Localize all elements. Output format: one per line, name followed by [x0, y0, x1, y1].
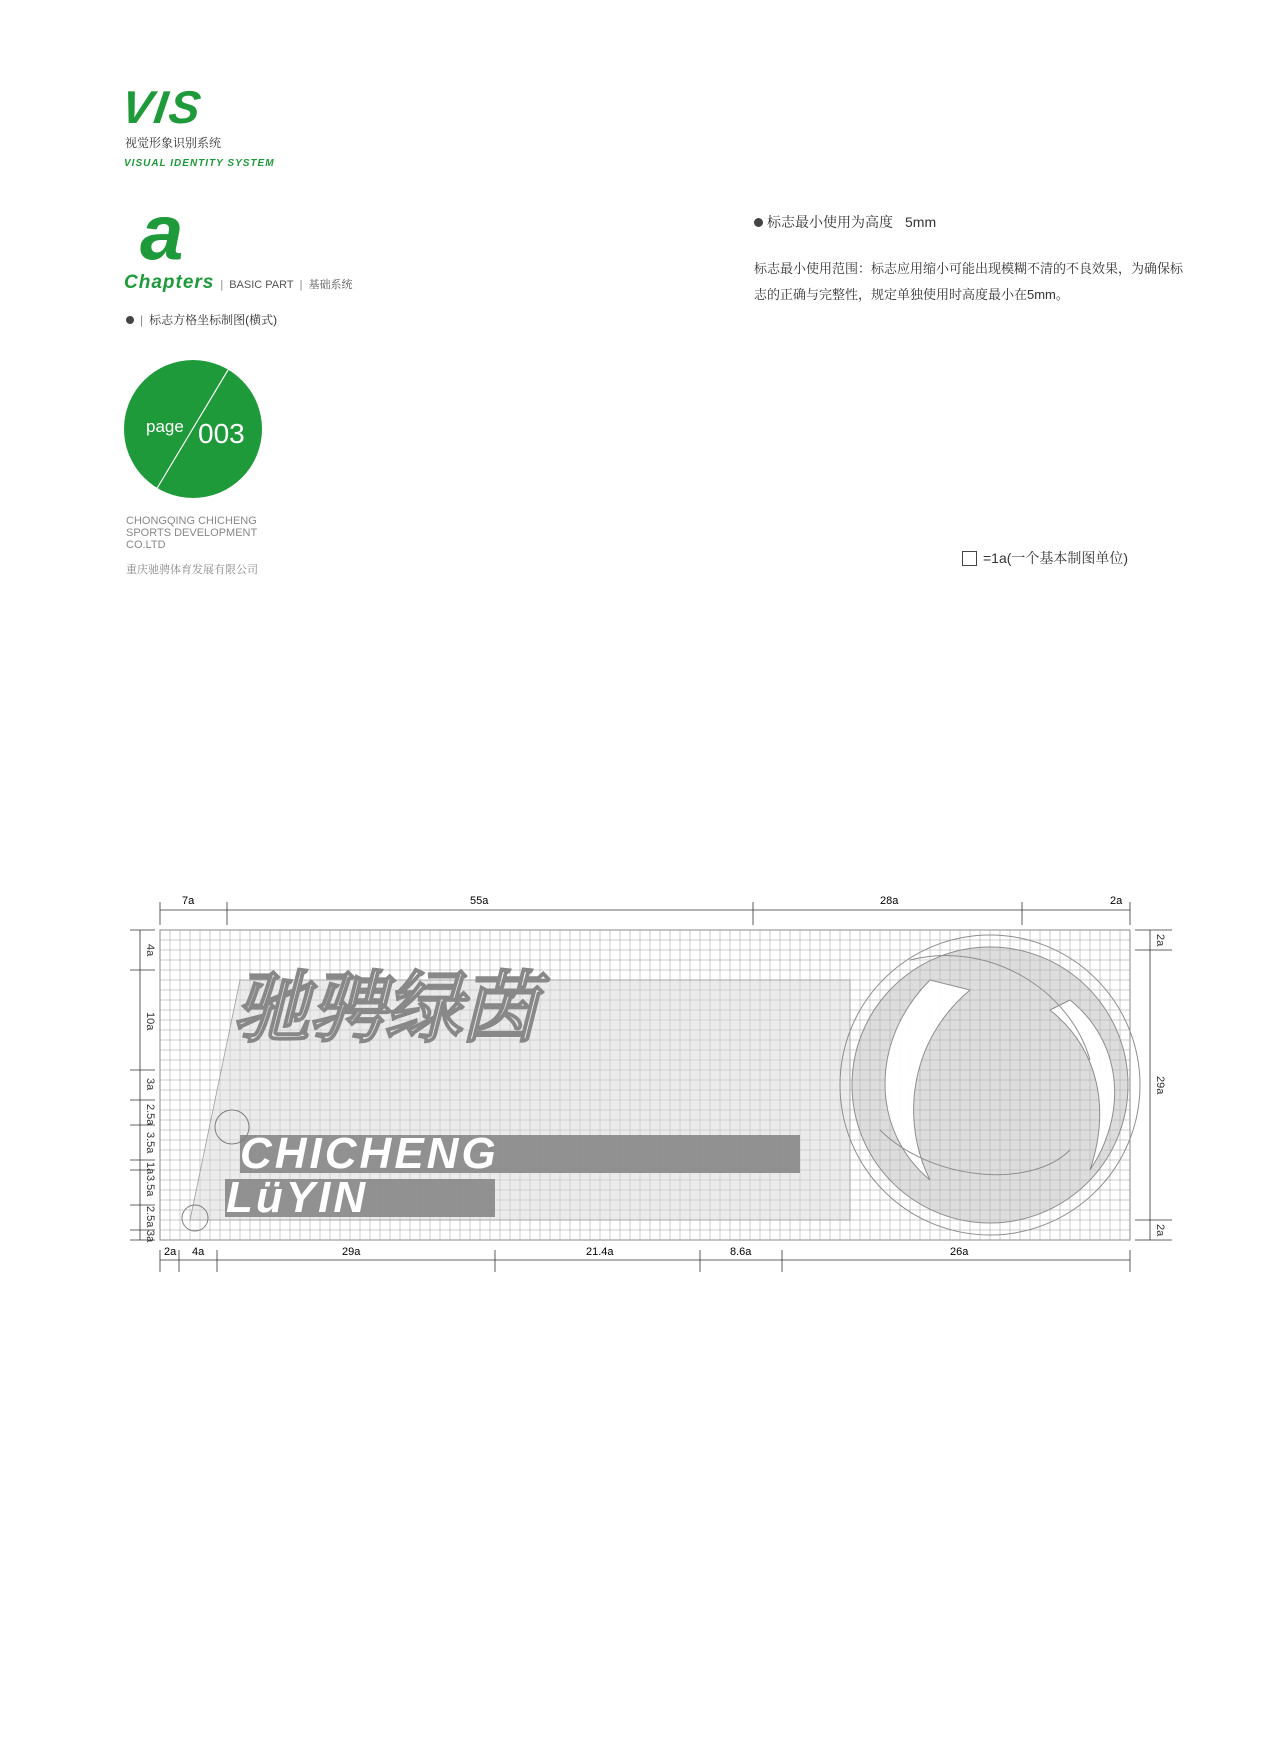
part-en: BASIC PART [229, 279, 294, 291]
dimension-bottom [160, 1250, 1130, 1272]
grid-unit-legend [962, 548, 1128, 568]
dim-top-label: 28a [880, 895, 899, 907]
dim-right-label: 29a [1154, 1076, 1166, 1095]
dim-left-label: 3.5a [144, 1132, 156, 1154]
separator: | [299, 279, 303, 291]
separator: | [220, 279, 224, 291]
page-number: 003 [198, 418, 245, 449]
dim-top-label: 55a [470, 895, 489, 907]
dim-left-label: 2.5a [144, 1104, 156, 1126]
company-name-cn: 重庆驰骋体育发展有限公司 [126, 564, 258, 576]
dim-top-label: 7a [182, 895, 195, 907]
logo-grid-diagram [110, 880, 1180, 1330]
dim-left-label: 3.5a [144, 1175, 156, 1197]
dim-bottom-label: 29a [342, 1246, 361, 1258]
dim-bottom-label: 26a [950, 1246, 969, 1258]
vis-subtitle-cn: 视觉形象识别系统 [125, 136, 222, 150]
chapter-row [124, 272, 352, 294]
part-cn: 基础系统 [308, 279, 353, 291]
page-number-badge [124, 360, 262, 498]
dim-left-label: 3a [144, 1230, 156, 1243]
company-name-en: CHONGQING CHICHENG SPORTS DEVELOPMENT CO.LTD [126, 515, 258, 551]
separator: | [140, 312, 144, 327]
grid-unit-icon [962, 551, 977, 566]
section-title-row [126, 311, 277, 328]
page-label: page [146, 417, 184, 436]
min-size-title [754, 212, 936, 232]
dim-left-label: 2.5a [144, 1206, 156, 1228]
section-title: 标志方格坐标制图(横式) [149, 313, 278, 327]
logo-chinese-text: 驰骋绿茵 [232, 964, 537, 1052]
dim-left-label: 10a [144, 1012, 156, 1031]
bullet-icon [126, 316, 134, 324]
dim-bottom-label: 8.6a [730, 1246, 752, 1258]
dim-top-label: 2a [1110, 895, 1123, 907]
chapter-letter: a [140, 188, 184, 276]
dim-right-label: 2a [1154, 1224, 1166, 1237]
dim-left-label: 3a [144, 1078, 156, 1091]
min-size-value: 5mm [905, 214, 937, 230]
legend-text: =1a(一个基本制图单位) [983, 550, 1129, 566]
dim-right-label: 2a [1154, 934, 1166, 947]
dimension-top [160, 902, 1130, 925]
chapter-word: Chapters [124, 272, 215, 293]
vis-subtitle-en: VISUAL IDENTITY SYSTEM [124, 158, 275, 169]
dim-left-label: 1a [144, 1162, 156, 1175]
dim-bottom-label: 4a [192, 1246, 205, 1258]
min-size-description: 标志最小使用范围：标志应用缩小可能出现模糊不清的不良效果，为确保标志的正确与完整性，规定单独使用时高度最小在5mm。 [754, 261, 1184, 302]
min-size-label: 标志最小使用为高度 [767, 214, 893, 230]
vis-title: VIS [118, 81, 206, 133]
logo-english-line1: CHICHENG [240, 1129, 499, 1178]
logo-english-line2: LüYIN [226, 1173, 369, 1222]
bullet-icon [754, 218, 763, 227]
dim-left-label: 4a [144, 944, 156, 957]
dim-bottom-label: 21.4a [586, 1246, 614, 1258]
dim-bottom-label: 2a [164, 1246, 177, 1258]
